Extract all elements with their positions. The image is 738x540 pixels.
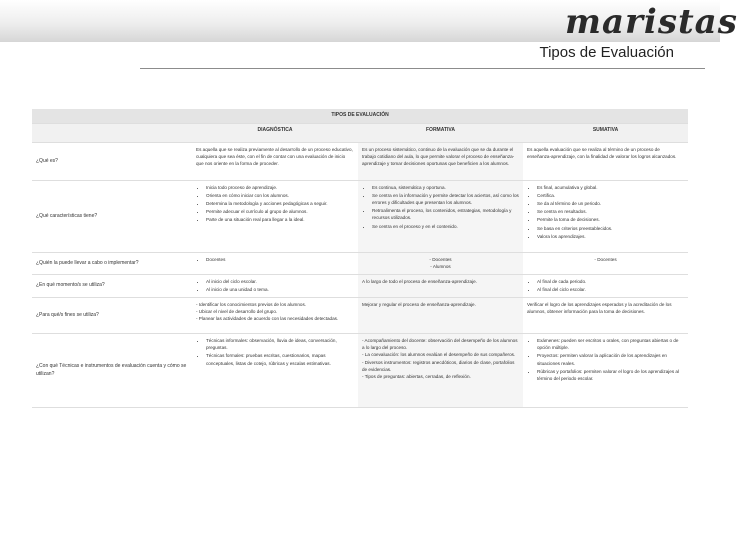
- table-row: [32, 181, 688, 253]
- row-label: ¿Qué es?: [32, 143, 192, 181]
- header-diagnostica: DIAGNÓSTICA: [192, 124, 358, 143]
- list-item: • Docentes: [206, 256, 354, 264]
- cell-text: - Diversos instrumentos: registros anecdóticos, diarios de clase, portafolios de evidencias.: [362, 359, 515, 372]
- list-item: • Parte de una situación real para llegar a la ideal.: [206, 216, 354, 224]
- list-item: • Determina la metodología y acciones pedagógicas a seguir.: [206, 200, 354, 208]
- table-row: [32, 334, 688, 408]
- cell-text: A lo largo de todo el proceso de enseñanza-aprendizaje.: [362, 279, 477, 284]
- header-corner: [32, 124, 192, 143]
- table-caption-row: [32, 109, 688, 124]
- list-item: • Orienta en cómo iniciar con los alumnos.: [206, 192, 354, 200]
- cell-sumativa: [523, 334, 688, 408]
- cell-text: Mejorar y regular el proceso de enseñanza-aprendizaje.: [362, 302, 476, 308]
- list-item: • Al inicio del ciclo escolar.: [206, 278, 354, 286]
- cell-text: - Identificar los conocimientos previos de los alumnos.: [196, 302, 307, 308]
- list-item: • Se centra en el proceso y en el contenido.: [372, 223, 519, 231]
- cell-text: - Tipos de preguntas: abiertas, cerradas, de reflexión.: [362, 373, 471, 379]
- list-item: • Valora los aprendizajes.: [537, 233, 684, 241]
- cell-diagnostica: [192, 334, 358, 408]
- row-label: ¿En qué momento/s se utiliza?: [32, 275, 192, 298]
- cell-formativa: [358, 298, 523, 334]
- cell-text: - Acompañamiento del docente: observación del desempeño de los alumnos a lo largo del proceso.: [362, 338, 518, 351]
- list-item: • Se centra en resultados.: [537, 208, 684, 216]
- list-item: • Proyectos: permiten valorar la aplicación de los aprendizajes en situaciones reales.: [537, 352, 684, 367]
- cell-formativa: [358, 181, 523, 253]
- cell-diagnostica: [192, 143, 358, 181]
- cell-sumativa: [523, 275, 688, 298]
- list-item: • Permite adecuar el currículo al grupo de alumnos.: [206, 208, 354, 216]
- cell-diagnostica: [192, 298, 358, 334]
- table-caption: TIPOS DE EVALUACIÓN: [32, 109, 688, 124]
- cell-sumativa: [523, 298, 688, 334]
- cell-text: Es aquella que se realiza previamente al desarrollo de un proceso educativo, cualquiera que sea éste, con el fin de contar con una evaluación de inicio que nos oriente en la forma de proceder.: [196, 147, 353, 167]
- row-label: ¿Qué características tiene?: [32, 181, 192, 253]
- cell-formativa: [358, 275, 523, 298]
- cell-sumativa: [523, 253, 688, 275]
- cell-formativa: [358, 143, 523, 181]
- list-item: • Se basa en criterios preestablecidos.: [537, 225, 684, 233]
- list-item: • Técnicas informales: observación, lluvia de ideas, conversación, preguntas.: [206, 337, 354, 352]
- list-item: • Se da al término de un periodo.: [537, 200, 684, 208]
- list-item: • Es continua, sistemática y oportuna.: [372, 184, 519, 192]
- header-formativa: FORMATIVA: [358, 124, 523, 143]
- list-item: • Certifica.: [537, 192, 684, 200]
- cell-sumativa: [523, 181, 688, 253]
- cell-text: - Alumnos: [430, 264, 451, 270]
- cell-text: Es un proceso sistemático, continuo de la evaluación que se da durante el trabajo cotidiano del aula, lo que permite valorar el proceso de enseñanza-aprendizaje y tomar decisiones oportunas que beneficien a los alumnos.: [362, 147, 515, 167]
- cell-diagnostica: [192, 181, 358, 253]
- table-row: [32, 298, 688, 334]
- row-label: ¿Para qué/s fines se utiliza?: [32, 298, 192, 334]
- cell-text: Verificar el logro de los aprendizajes esperados y la acreditación de los alumnos, obtener información para la toma de decisiones.: [527, 302, 672, 315]
- cell-text: - Docentes: [594, 257, 617, 262]
- cell-text: - Docentes: [429, 257, 452, 262]
- row-label: ¿Quién la puede llevar a cabo o implementar?: [32, 253, 192, 275]
- cell-formativa: [358, 334, 523, 408]
- list-item: • Retroalimenta el proceso, los contenidos, estrategias, metodología y recursos utilizados.: [372, 207, 519, 222]
- list-item: • Al final de cada periodo.: [537, 278, 684, 286]
- cell-sumativa: [523, 143, 688, 181]
- cell-diagnostica: [192, 253, 358, 275]
- list-item: • Técnicas formales: pruebas escritas, cuestionarios, mapas conceptuales, listas de cotejo, rúbricas y escalas estimativas.: [206, 352, 354, 367]
- title-divider: [140, 68, 705, 69]
- slide-title: Tipos de Evaluación: [539, 44, 674, 61]
- cell-text: Es aquella evaluación que se realiza al término de un proceso de enseñanza-aprendizaje, con la finalidad de valorar los logros alcanzados.: [527, 147, 677, 160]
- table-row: [32, 253, 688, 275]
- list-item: • Exámenes: pueden ser escritos u orales, con preguntas abiertas o de opción múltiple.: [537, 337, 684, 352]
- maristas-logo: maristas: [565, 2, 738, 42]
- list-item: • Inicia todo proceso de aprendizaje.: [206, 184, 354, 192]
- list-item: • Es final, acumulativa y global.: [537, 184, 684, 192]
- evaluation-types-table: [32, 109, 688, 408]
- list-item: • Al final del ciclo escolar.: [537, 286, 684, 294]
- header-sumativa: SUMATIVA: [523, 124, 688, 143]
- list-item: • Al inicio de una unidad o tema.: [206, 286, 354, 294]
- list-item: • Rúbricas y portafolios: permiten valorar el logro de los aprendizajes al término del periodo escolar.: [537, 368, 684, 383]
- list-item: • Se centra en la información y permite detectar los aciertos, así como los errores y dificultades que presentan los alumnos.: [372, 192, 519, 207]
- row-label: ¿Con qué Técnicas e instrumentos de evaluación cuenta y cómo se utilizan?: [32, 334, 192, 408]
- table-row: [32, 143, 688, 181]
- table-header-row: [32, 124, 688, 143]
- cell-formativa: [358, 253, 523, 275]
- cell-text: - La coevaluación: los alumnos evalúan el desempeño de sus compañeros.: [362, 352, 516, 358]
- cell-text: - Planear las actividades de acuerdo con las necesidades detectadas.: [196, 316, 339, 322]
- list-item: • Permite la toma de decisiones.: [537, 216, 684, 224]
- cell-text: - Ubicar el nivel de desarrollo del grupo.: [196, 309, 278, 315]
- cell-diagnostica: [192, 275, 358, 298]
- table-row: [32, 275, 688, 298]
